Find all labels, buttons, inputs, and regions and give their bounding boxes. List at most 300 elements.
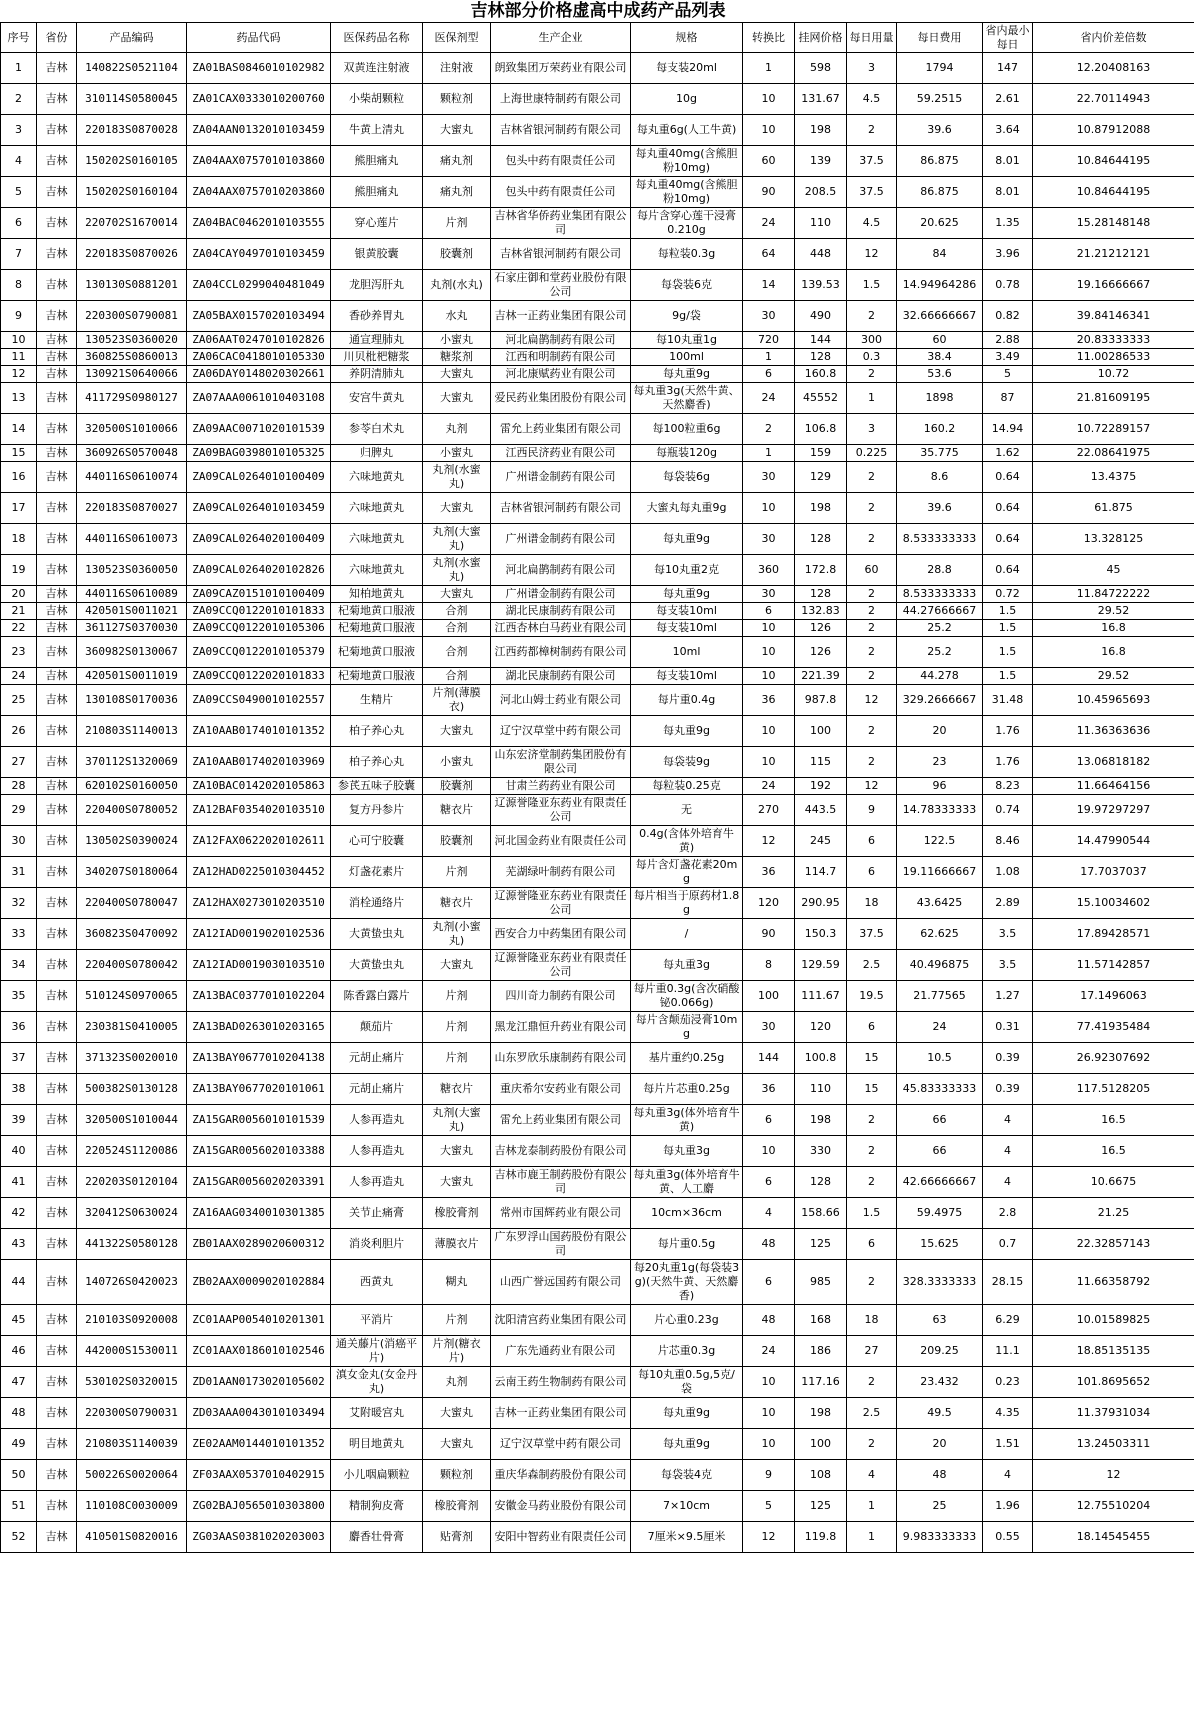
table-cell: 41 [1, 1167, 37, 1198]
table-cell: 26 [1, 716, 37, 747]
table-cell: 2.61 [983, 84, 1033, 115]
table-cell: 10 [743, 115, 795, 146]
table-cell: 河北扁鹊制药有限公司 [491, 332, 631, 349]
table-cell: 144 [795, 332, 847, 349]
table-cell: 30 [743, 524, 795, 555]
table-cell: 34 [1, 950, 37, 981]
table-cell: 每丸重9g [631, 524, 743, 555]
table-cell: 11.37931034 [1033, 1398, 1194, 1429]
table-cell: 5 [743, 1491, 795, 1522]
table-cell: 2 [847, 603, 897, 620]
table-cell: 关节止痛膏 [331, 1198, 423, 1229]
table-cell: 21.81609195 [1033, 383, 1194, 414]
table-cell: 辽源誉隆亚东药业有限责任公司 [491, 950, 631, 981]
table-cell: 128 [795, 524, 847, 555]
table-cell: 大蜜丸 [423, 1429, 491, 1460]
table-cell: 44.278 [897, 668, 983, 685]
table-row [1, 239, 1194, 270]
table-cell: 360825S0860013 [77, 349, 187, 366]
table-row [1, 1429, 1194, 1460]
table-cell: 9.983333333 [897, 1522, 983, 1553]
table-cell: 37.5 [847, 177, 897, 208]
table-cell: ZA04AAX0757010203860 [187, 177, 331, 208]
table-cell: 安阳中智药业有限责任公司 [491, 1522, 631, 1553]
table-cell: 126 [795, 620, 847, 637]
table-cell: 172.8 [795, 555, 847, 586]
table-cell: 13.06818182 [1033, 747, 1194, 778]
table-cell: ZA06AAT0247010102826 [187, 332, 331, 349]
table-cell: 12 [743, 826, 795, 857]
table-cell: 杞菊地黄口服液 [331, 620, 423, 637]
table-cell: 45 [1033, 555, 1194, 586]
table-cell: 吉林 [37, 146, 77, 177]
column-header: 转换比 [743, 23, 795, 53]
table-cell: 125 [795, 1491, 847, 1522]
table-cell: 360926S0570048 [77, 445, 187, 462]
table-cell: 10 [1, 332, 37, 349]
table-cell: 20.83333333 [1033, 332, 1194, 349]
table-cell: 42.66666667 [897, 1167, 983, 1198]
table-cell: 270 [743, 795, 795, 826]
table-row [1, 1305, 1194, 1336]
table-cell: 吉林 [37, 270, 77, 301]
table-cell: 合剂 [423, 668, 491, 685]
table-cell: 每丸重6g(人工牛黄) [631, 115, 743, 146]
table-cell: 吉林 [37, 301, 77, 332]
table-cell: 吉林一正药业集团有限公司 [491, 301, 631, 332]
table-cell: 29.52 [1033, 668, 1194, 685]
table-cell: 39.6 [897, 493, 983, 524]
table-cell: 144 [743, 1043, 795, 1074]
table-cell: 每丸重9g [631, 1398, 743, 1429]
table-row [1, 208, 1194, 239]
table-cell: 100.8 [795, 1043, 847, 1074]
table-cell: 29.52 [1033, 603, 1194, 620]
table-cell: 8.533333333 [897, 524, 983, 555]
table-cell: 陈香露白露片 [331, 981, 423, 1012]
table-cell: ZC01AAP0054010201301 [187, 1305, 331, 1336]
table-cell: 吉林 [37, 1198, 77, 1229]
table-cell: 28.15 [983, 1260, 1033, 1305]
table-row [1, 1043, 1194, 1074]
table-cell: 滇女金丸(女金丹丸) [331, 1367, 423, 1398]
table-cell: 10 [743, 84, 795, 115]
table-cell: 220183S0870026 [77, 239, 187, 270]
table-cell: 11.00286533 [1033, 349, 1194, 366]
table-row [1, 668, 1194, 685]
table-cell: 48 [1, 1398, 37, 1429]
table-cell: 198 [795, 115, 847, 146]
table-cell: 100ml [631, 349, 743, 366]
table-cell: 6 [847, 826, 897, 857]
table-cell: 六味地黄丸 [331, 555, 423, 586]
table-cell: ZA04AAN0132010103459 [187, 115, 331, 146]
table-cell: 440116S0610074 [77, 462, 187, 493]
table-cell: 15 [1, 445, 37, 462]
table-cell: 510124S0970065 [77, 981, 187, 1012]
table-cell: 小蜜丸 [423, 332, 491, 349]
table-cell: 痛丸剂 [423, 177, 491, 208]
table-cell: 24 [743, 778, 795, 795]
table-cell: 1 [743, 349, 795, 366]
table-cell: 10.87912088 [1033, 115, 1194, 146]
table-cell: 片剂(薄膜衣) [423, 685, 491, 716]
table-cell: 2 [847, 301, 897, 332]
table-cell: ZA15GAR0056010101539 [187, 1105, 331, 1136]
table-cell: 每支装10ml [631, 668, 743, 685]
table-cell: 大蜜丸 [423, 493, 491, 524]
table-cell: 25 [1, 685, 37, 716]
table-cell: 复方丹参片 [331, 795, 423, 826]
table-cell: 吉林 [37, 1229, 77, 1260]
table-cell: 广州谱金制药有限公司 [491, 524, 631, 555]
table-cell: 36 [743, 1074, 795, 1105]
table-cell: 大蜜丸 [423, 115, 491, 146]
table-cell: 吉林一正药业集团有限公司 [491, 1398, 631, 1429]
table-cell: 14.78333333 [897, 795, 983, 826]
table-cell: 包头中药有限责任公司 [491, 177, 631, 208]
table-cell: 16.8 [1033, 620, 1194, 637]
table-cell: 2 [847, 1429, 897, 1460]
table-cell: 370112S1320069 [77, 747, 187, 778]
table-cell: 22 [1, 620, 37, 637]
table-cell: 吉林龙泰制药股份有限公司 [491, 1136, 631, 1167]
table-cell: 48 [743, 1229, 795, 1260]
table-cell: 8.01 [983, 177, 1033, 208]
table-cell: 12 [847, 778, 897, 795]
table-cell: 每支装10ml [631, 603, 743, 620]
table-cell: 2 [847, 668, 897, 685]
table-cell: 128 [795, 349, 847, 366]
table-cell: 42 [1, 1198, 37, 1229]
table-cell: 吉林 [37, 1167, 77, 1198]
table-cell: 6 [743, 1105, 795, 1136]
table-cell: 15.10034602 [1033, 888, 1194, 919]
table-cell: 1.76 [983, 747, 1033, 778]
table-cell: ZA09CCQ0122010101833 [187, 603, 331, 620]
table-cell: 10.01589825 [1033, 1305, 1194, 1336]
table-cell: 每10丸重0.5g,5克/袋 [631, 1367, 743, 1398]
table-cell: 每瓶装120g [631, 445, 743, 462]
table-cell: 10 [743, 747, 795, 778]
table-cell: 2 [1, 84, 37, 115]
table-cell: 吉林 [37, 747, 77, 778]
table-cell: 每袋装6克 [631, 270, 743, 301]
table-cell: 河北扁鹊制药有限公司 [491, 555, 631, 586]
table-cell: 10 [743, 1367, 795, 1398]
table-cell: 吉林 [37, 414, 77, 445]
table-cell: 24 [743, 1336, 795, 1367]
table-cell: 29 [1, 795, 37, 826]
table-cell: 443.5 [795, 795, 847, 826]
table-cell: 101.8695652 [1033, 1367, 1194, 1398]
column-header: 省内价差倍数 [1033, 23, 1194, 53]
table-cell: ZA09CCQ0122020101833 [187, 668, 331, 685]
table-cell: 1.96 [983, 1491, 1033, 1522]
table-cell: 片剂 [423, 1305, 491, 1336]
table-row [1, 603, 1194, 620]
table-row [1, 778, 1194, 795]
table-cell: 86.875 [897, 177, 983, 208]
table-cell: 21 [1, 603, 37, 620]
table-cell: 参芪五味子胶囊 [331, 778, 423, 795]
table-cell: 基片重约0.25g [631, 1043, 743, 1074]
table-cell: 23 [897, 747, 983, 778]
table-cell: 西安合力中药集团有限公司 [491, 919, 631, 950]
table-cell: 8.533333333 [897, 586, 983, 603]
table-cell: 44 [1, 1260, 37, 1305]
table-cell: 吉林 [37, 1136, 77, 1167]
table-cell: 1.5 [847, 1198, 897, 1229]
table-cell: 大蜜丸 [423, 1398, 491, 1429]
table-cell: 1.5 [983, 603, 1033, 620]
table-cell: 20 [1, 586, 37, 603]
table-cell: 雷允上药业集团有限公司 [491, 1105, 631, 1136]
table-cell: 贴膏剂 [423, 1522, 491, 1553]
table-cell: 30 [743, 301, 795, 332]
table-cell: 吉林 [37, 668, 77, 685]
table-cell: 19.16666667 [1033, 270, 1194, 301]
table-cell: 59.4975 [897, 1198, 983, 1229]
table-cell: 440116S0610089 [77, 586, 187, 603]
table-cell: 吉林 [37, 586, 77, 603]
table-cell: 合剂 [423, 637, 491, 668]
column-header: 省份 [37, 23, 77, 53]
table-cell: 杞菊地黄口服液 [331, 603, 423, 620]
table-cell: 18 [1, 524, 37, 555]
table-cell: 5 [1, 177, 37, 208]
table-cell: 208.5 [795, 177, 847, 208]
table-cell: ZA12FAX0622020102611 [187, 826, 331, 857]
table-cell: 小蜜丸 [423, 747, 491, 778]
table-cell: 120 [743, 888, 795, 919]
table-cell: 水丸 [423, 301, 491, 332]
table-cell: 江西药都樟树制药有限公司 [491, 637, 631, 668]
table-cell: 吉林 [37, 1074, 77, 1105]
table-cell: 6 [1, 208, 37, 239]
table-cell: 吉林 [37, 637, 77, 668]
table-cell: 甘肃兰药药业有限公司 [491, 778, 631, 795]
table-row [1, 1167, 1194, 1198]
table-cell: 每丸重9g [631, 366, 743, 383]
table-cell: 吉林市鹿王制药股份有限公司 [491, 1167, 631, 1198]
table-cell: 410501S0820016 [77, 1522, 187, 1553]
table-cell: 10 [743, 1398, 795, 1429]
table-cell: 养阴清肺丸 [331, 366, 423, 383]
table-cell: 129 [795, 462, 847, 493]
table-cell: 1.51 [983, 1429, 1033, 1460]
table-cell: 大黄蛰虫丸 [331, 919, 423, 950]
table-cell: 63 [897, 1305, 983, 1336]
table-row [1, 146, 1194, 177]
table-cell: 2 [847, 637, 897, 668]
table-cell: 106.8 [795, 414, 847, 445]
table-row [1, 414, 1194, 445]
table-cell: 16.5 [1033, 1105, 1194, 1136]
table-cell: 50 [1, 1460, 37, 1491]
table-cell: 每丸重3g(体外培育牛黄) [631, 1105, 743, 1136]
table-cell: ZA09CAZ0151010100409 [187, 586, 331, 603]
table-cell: 47 [1, 1367, 37, 1398]
table-cell: 丸剂(大蜜丸) [423, 524, 491, 555]
table-cell: 38 [1, 1074, 37, 1105]
table-cell: 130130S0881201 [77, 270, 187, 301]
table-cell: 28 [1, 778, 37, 795]
table-cell: 37.5 [847, 146, 897, 177]
table-cell: 361127S0370030 [77, 620, 187, 637]
table-row [1, 115, 1194, 146]
table-cell: 21.25 [1033, 1198, 1194, 1229]
table-cell: 360823S0470092 [77, 919, 187, 950]
table-cell: 13.24503311 [1033, 1429, 1194, 1460]
table-cell: 杞菊地黄口服液 [331, 668, 423, 685]
table-cell: 1.5 [983, 620, 1033, 637]
table-cell: 1794 [897, 53, 983, 84]
table-cell: 小柴胡颗粒 [331, 84, 423, 115]
table-cell: 10 [743, 716, 795, 747]
table-cell: 10.5 [897, 1043, 983, 1074]
table-row [1, 349, 1194, 366]
table-row [1, 301, 1194, 332]
table-cell: 33 [1, 919, 37, 950]
table-cell: 川贝枇杷糖浆 [331, 349, 423, 366]
table-cell: 110 [795, 1074, 847, 1105]
table-cell: 6 [743, 366, 795, 383]
table-cell: 198 [795, 1398, 847, 1429]
table-cell: 20 [897, 716, 983, 747]
table-cell: 每丸重3g(天然牛黄、天然麝香) [631, 383, 743, 414]
table-cell: 11.66358792 [1033, 1260, 1194, 1305]
table-cell: 45.83333333 [897, 1074, 983, 1105]
table-cell: 11.1 [983, 1336, 1033, 1367]
table-cell: 14.47990544 [1033, 826, 1194, 857]
table-cell: ZA01CAX0333010200760 [187, 84, 331, 115]
table-cell: 丸剂(水蜜丸) [423, 555, 491, 586]
table-cell: 吉林 [37, 919, 77, 950]
table-cell: 329.2666667 [897, 685, 983, 716]
table-cell: 芜湖绿叶制药有限公司 [491, 857, 631, 888]
table-cell: 2.5 [847, 950, 897, 981]
table-cell: 0.64 [983, 462, 1033, 493]
table-cell: 10ml [631, 637, 743, 668]
table-cell: 每袋装9g [631, 747, 743, 778]
table-cell: 广州谱金制药有限公司 [491, 462, 631, 493]
table-cell: ZA10BAC0142020105863 [187, 778, 331, 795]
table-cell: 吉林 [37, 1367, 77, 1398]
table-cell: 53.6 [897, 366, 983, 383]
table-cell: 吉林 [37, 1043, 77, 1074]
table-cell: 吉林 [37, 332, 77, 349]
table-cell: 7×10cm [631, 1491, 743, 1522]
table-cell: 2 [847, 586, 897, 603]
table-cell: 1.62 [983, 445, 1033, 462]
table-cell: 吉林 [37, 1336, 77, 1367]
table-cell: ZA13BAY0677010204138 [187, 1043, 331, 1074]
table-cell: 320500S1010066 [77, 414, 187, 445]
table-row [1, 1398, 1194, 1429]
table-cell: 210803S1140039 [77, 1429, 187, 1460]
table-cell: 10.84644195 [1033, 177, 1194, 208]
table-cell: 每丸重9g [631, 586, 743, 603]
table-cell: 元胡止痛片 [331, 1074, 423, 1105]
table-cell: 吉林 [37, 524, 77, 555]
table-cell: 颠茄片 [331, 1012, 423, 1043]
table-cell: 安宫牛黄丸 [331, 383, 423, 414]
table-row [1, 270, 1194, 301]
table-cell: 220300S0790081 [77, 301, 187, 332]
table-cell: 30 [1, 826, 37, 857]
table-cell: 丸剂(水丸) [423, 270, 491, 301]
table-cell: 麝香壮骨膏 [331, 1522, 423, 1553]
table-cell: 61.875 [1033, 493, 1194, 524]
table-cell: 3.96 [983, 239, 1033, 270]
table-cell: 吉林 [37, 1260, 77, 1305]
table-cell: 熊胆痛丸 [331, 146, 423, 177]
table-cell: 银黄胶囊 [331, 239, 423, 270]
table-cell: 60 [847, 555, 897, 586]
table-cell: 221.39 [795, 668, 847, 685]
table-cell: 371323S0020010 [77, 1043, 187, 1074]
table-cell: 精制狗皮膏 [331, 1491, 423, 1522]
table-cell: 吉林 [37, 603, 77, 620]
table-cell: 片剂 [423, 1012, 491, 1043]
table-cell: 2 [743, 414, 795, 445]
table-cell: 知柏地黄丸 [331, 586, 423, 603]
table-cell: 每丸重9g [631, 1429, 743, 1460]
table-cell: 220400S0780047 [77, 888, 187, 919]
table-cell: 18.85135135 [1033, 1336, 1194, 1367]
table-cell: 橡胶膏剂 [423, 1198, 491, 1229]
table-cell: 11.36363636 [1033, 716, 1194, 747]
table-cell: 11 [1, 349, 37, 366]
table-cell: 12.20408163 [1033, 53, 1194, 84]
table-cell: ZC01AAX0186010102546 [187, 1336, 331, 1367]
drug-table [0, 22, 1194, 1553]
table-cell: 每片片芯重0.25g [631, 1074, 743, 1105]
table-cell: 沈阳清宫药业集团有限公司 [491, 1305, 631, 1336]
table-cell: 117.16 [795, 1367, 847, 1398]
table-cell: 10 [743, 1429, 795, 1460]
table-cell: ZA12IAD0019030103510 [187, 950, 331, 981]
table-cell: ZA09CCQ0122010105379 [187, 637, 331, 668]
table-row [1, 637, 1194, 668]
table-cell: 糖衣片 [423, 888, 491, 919]
table-cell: 平消片 [331, 1305, 423, 1336]
table-cell: 2 [847, 620, 897, 637]
table-cell: 13.4375 [1033, 462, 1194, 493]
table-row [1, 177, 1194, 208]
table-cell: 丸剂(水蜜丸) [423, 462, 491, 493]
table-header [1, 23, 1194, 53]
table-cell: 颗粒剂 [423, 84, 491, 115]
column-header: 医保剂型 [423, 23, 491, 53]
table-row [1, 620, 1194, 637]
table-cell: 17.7037037 [1033, 857, 1194, 888]
table-cell: 330 [795, 1136, 847, 1167]
table-cell: 4 [743, 1198, 795, 1229]
table-cell: 43.6425 [897, 888, 983, 919]
table-cell: 22.70114943 [1033, 84, 1194, 115]
table-cell: 3 [847, 53, 897, 84]
table-cell: 440116S0610073 [77, 524, 187, 555]
table-cell: 220203S0120104 [77, 1167, 187, 1198]
table-cell: 7 [1, 239, 37, 270]
table-cell: 210803S1140013 [77, 716, 187, 747]
table-cell: 辽源誉隆亚东药业有限责任公司 [491, 888, 631, 919]
table-cell: 六味地黄丸 [331, 493, 423, 524]
table-cell: 25 [897, 1491, 983, 1522]
table-cell: ZA09CAL0264020102826 [187, 555, 331, 586]
